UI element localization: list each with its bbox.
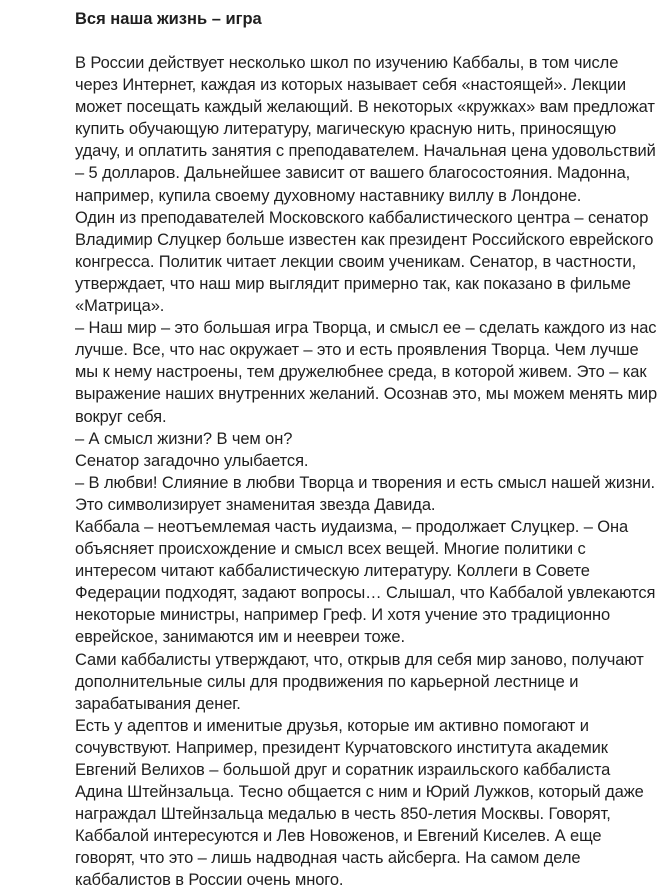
article-line: – А смысл жизни? В чем он? [75, 429, 293, 448]
article-line: Это символизирует знаменитая звезда Давида. [75, 495, 436, 514]
article-line: – 5 долларов. Дальнейшее зависит от вашего благосостояния. Мадонна, [75, 164, 631, 183]
article-line: Есть у адептов и именитые друзья, которые им активно помогают и [75, 716, 589, 735]
article-line: интересом читают каббалистическую литературу. Коллеги в Совете [75, 562, 590, 581]
article-line: Владимир Слуцкер больше известен как президент Российского еврейского [75, 230, 654, 249]
article-body [75, 52, 665, 892]
article-line: удачу, и оплатить занятия с преподавателем. Начальная цена удовольствий [75, 142, 656, 161]
article-title: Вся наша жизнь – игра [75, 10, 262, 28]
article-line: например, купила своему духовному наставнику виллу в Лондоне. [75, 186, 582, 205]
article-line: Сами каббалисты утверждают, что, открыв для себя мир заново, получают [75, 650, 644, 669]
article-line: сочувствуют. Например, президент Курчатовского института академик [75, 738, 608, 757]
article-line: говорят, что это – лишь надводная часть айсберга. На самом деле [75, 849, 581, 868]
article-line: через Интернет, каждая из которых называет себя «настоящей». Лекции [75, 76, 627, 95]
article-line: Каббалой интересуются и Лев Новоженов, и Евгений Киселев. А еще [75, 827, 602, 846]
article-line: Каббала – неотъемлемая часть иудаизма, – продолжает Слуцкер. – Она [75, 517, 629, 536]
article-line: некоторые министры, например Греф. И хотя учение это традиционно [75, 606, 611, 625]
article-line: утверждает, что наш мир выглядит примерно так, как показано в фильме [75, 274, 631, 293]
article-line: мы к нему настроены, тем дружелюбнее среда, в которой живем. Это – как [75, 363, 647, 382]
article-line: может посещать каждый желающий. В некоторых «кружках» вам предложат [75, 98, 655, 117]
article-line: Евгений Велихов – большой друг и соратник израильского каббалиста [75, 761, 611, 779]
article [75, 8, 665, 892]
article-line: объясняет происхождение и смысл всех вещей. Многие политики с [75, 540, 586, 559]
article-line: каббалистов в России очень много. [75, 871, 344, 890]
article-line: Федерации подходят, задают вопросы… Слышал, что Каббалой увлекаются [75, 584, 656, 603]
article-line: дополнительные силы для продвижения по карьерной лестнице и [75, 672, 579, 691]
article-line: – Наш мир – это большая игра Творца, и смысл ее – сделать каждого из нас [75, 319, 657, 338]
article-line: Один из преподавателей Московского каббалистического центра – сенатор [75, 208, 649, 227]
article-line: купить обучающую литературу, магическую красную нить, приносящую [75, 120, 617, 139]
article-line: Адина Штейнзальца. Тесно общается с ним и Юрий Лужков, который даже [75, 783, 644, 802]
article-line: лучше. Все, что нас окружает – это и есть проявления Творца. Чем лучше [75, 341, 639, 360]
article-line: Сенатор загадочно улыбается. [75, 451, 309, 470]
article-line: выражение наших внутренних желаний. Осознав это, мы можем менять мир [75, 385, 658, 404]
article-line: вокруг себя. [75, 407, 167, 426]
article-line: награждал Штейнзальца медалью в честь 850-летия Москвы. Говорят, [75, 805, 611, 824]
article-line: «Матрица». [75, 297, 165, 316]
article-line: – В любви! Слияние в любви Творца и творения и есть смысл нашей жизни. [75, 473, 656, 492]
article-line: еврейское, занимаются им и неевреи тоже. [75, 628, 405, 647]
article-line: конгресса. Политик читает лекции своим ученикам. Сенатор, в частности, [75, 252, 637, 271]
article-line: В России действует несколько школ по изучению Каббалы, в том числе [75, 54, 619, 72]
article-line: зарабатывания денег. [75, 694, 241, 713]
